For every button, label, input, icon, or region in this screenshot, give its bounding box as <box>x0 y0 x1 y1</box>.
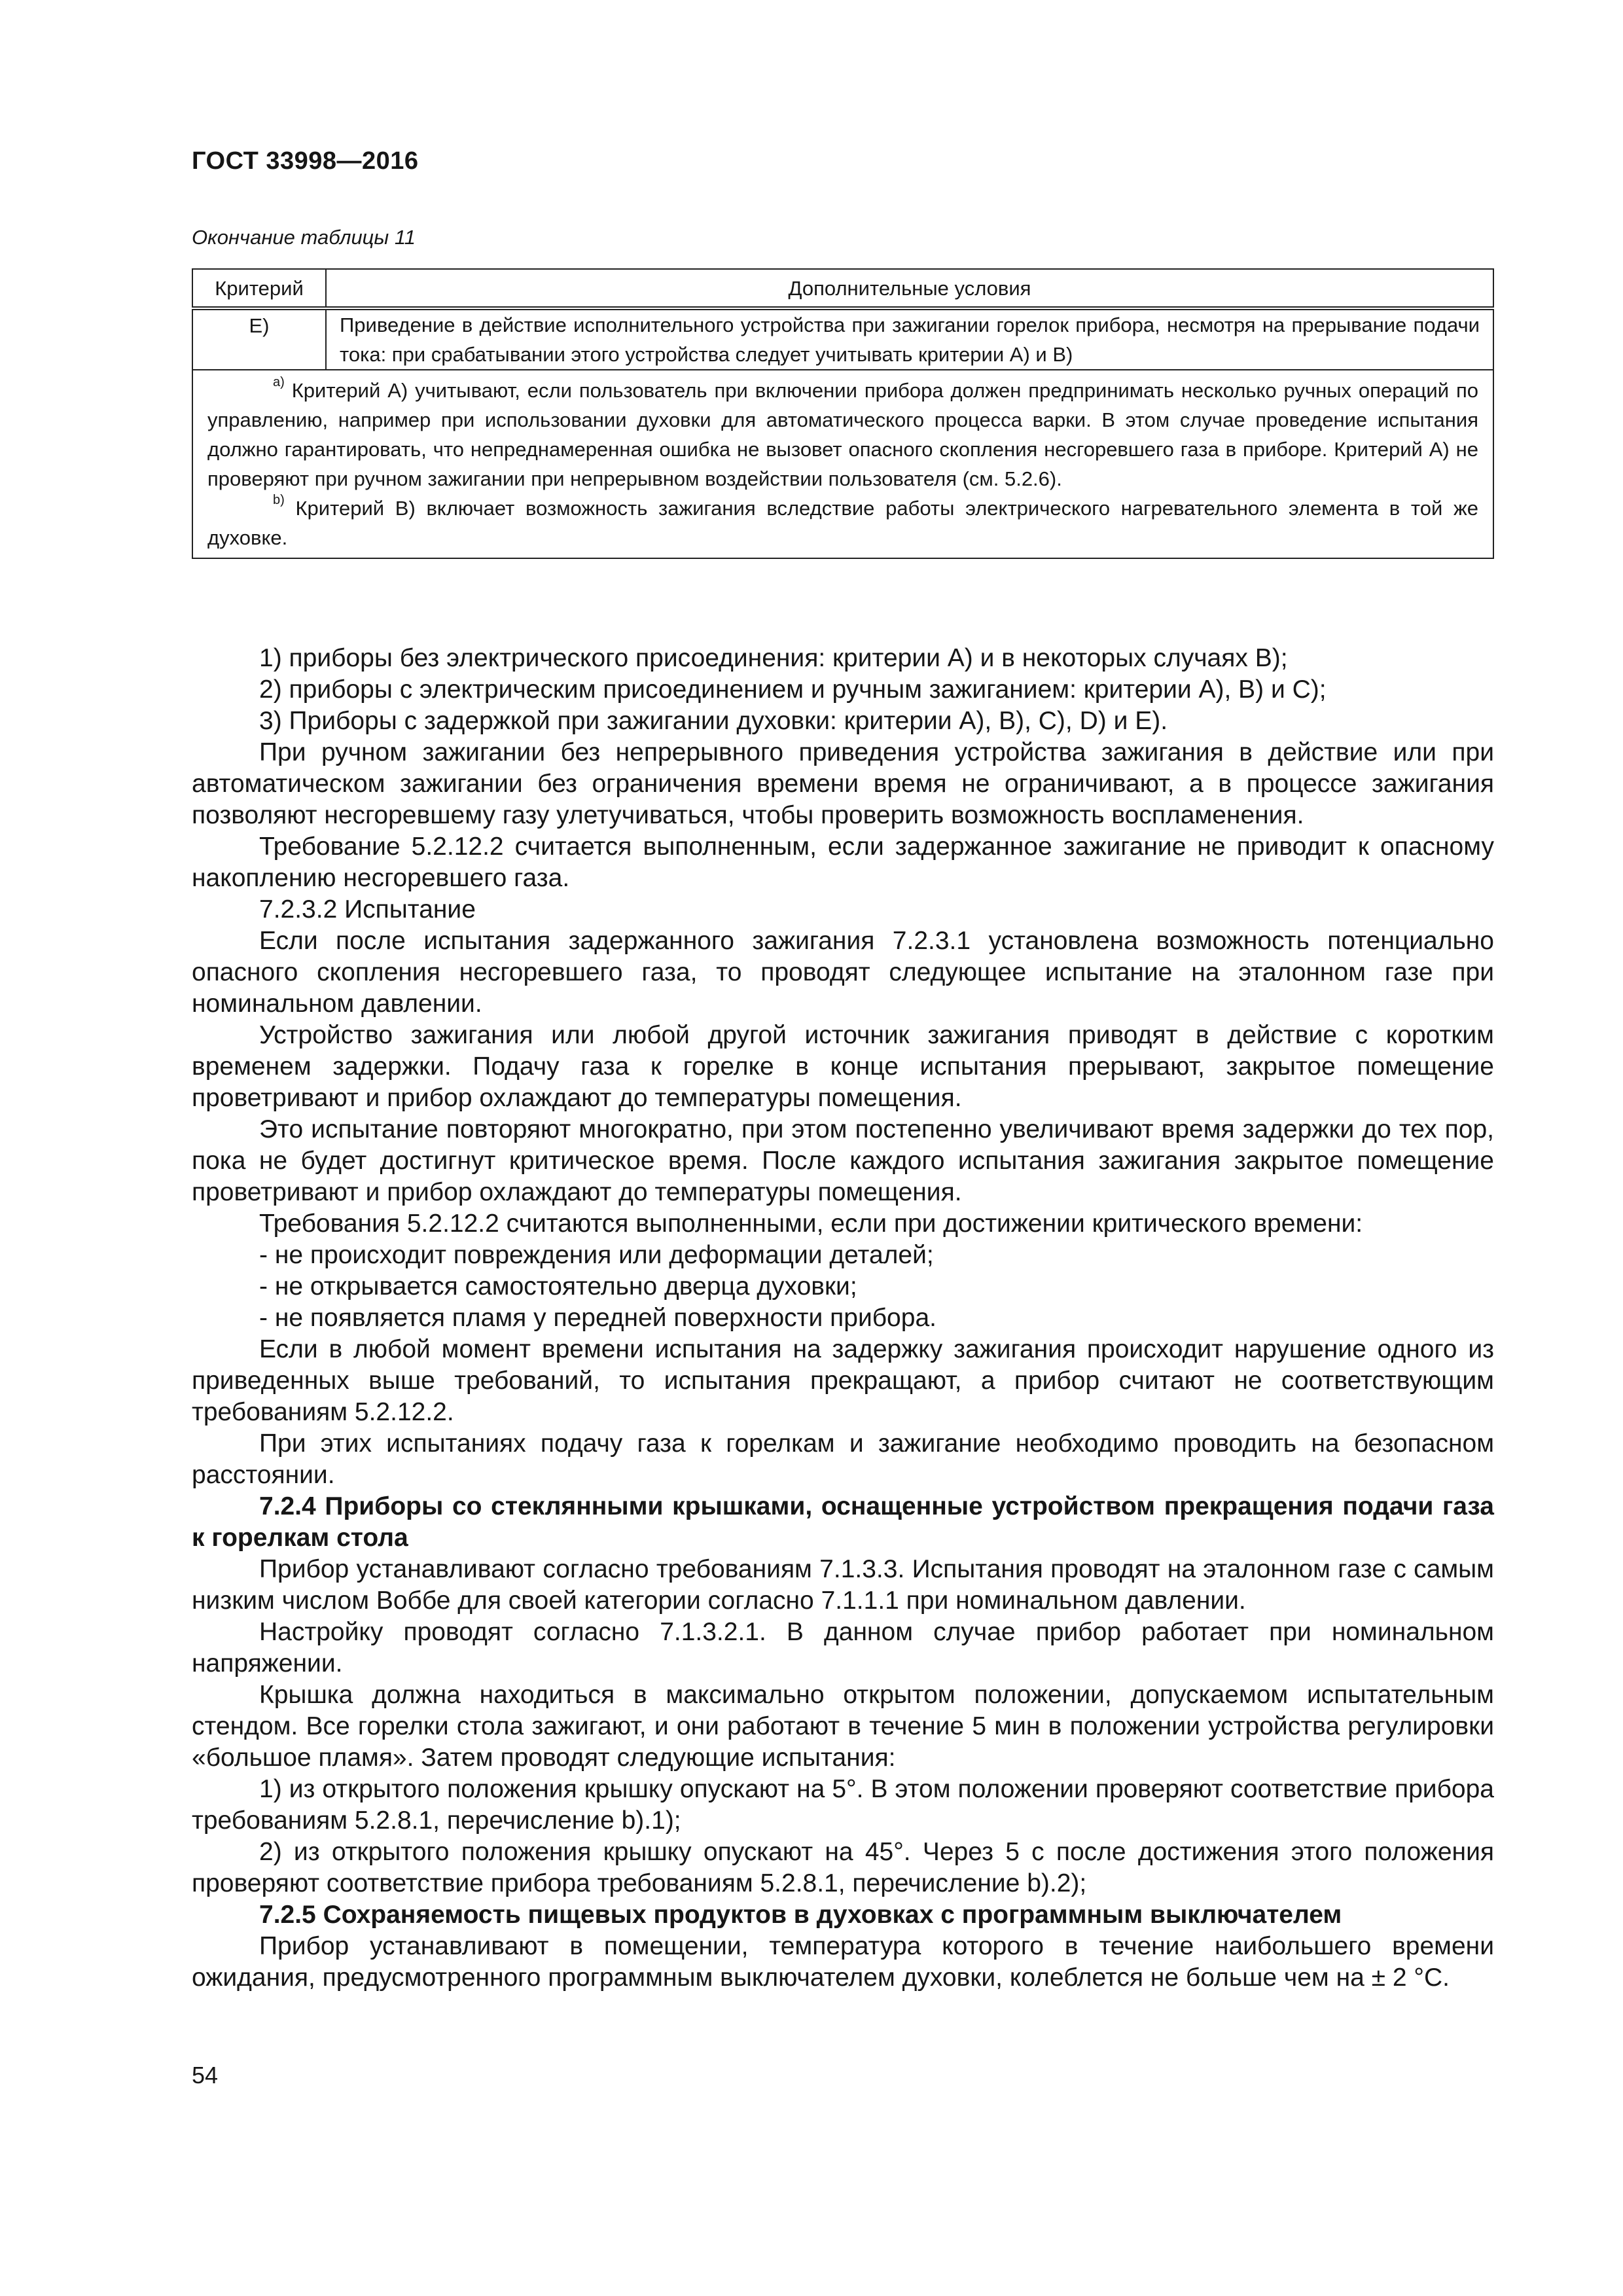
footnotes-row <box>192 370 1493 558</box>
table-caption: Окончание таблицы 11 <box>192 226 416 249</box>
table-row <box>192 308 1493 370</box>
table-footnotes <box>192 370 1493 558</box>
body-text <box>192 643 1494 1994</box>
list-item: - не открывается самостоятельно дверца духовки; <box>259 1272 857 1300</box>
paragraph: Требование 5.2.12.2 считается выполненным, если задержанное зажигание не приводит к опасному накоплению несгоревшего газа. <box>192 833 1494 892</box>
criterion-cell: E) <box>192 308 326 370</box>
paragraph: Требования 5.2.12.2 считаются выполненными, если при достижении критического времени: <box>259 1210 1363 1238</box>
paragraph: Это испытание повторяют многократно, при этом постепенно увеличивают время задержки до тех пор, пока не будет достигнут критическое время. После каждого испытания зажигания закрытое помещение проветривают и прибор охлаждают до температуры помещения. <box>192 1115 1494 1206</box>
footnote-mark: a) <box>273 375 285 389</box>
paragraph: Если после испытания задержанного зажигания 7.2.3.1 установлена возможность потенциально опасного скопления несгоревшего газа, то проводят следующее испытание на эталонном газе при номинальном давлении. <box>192 927 1494 1018</box>
column-header-conditions: Дополнительные условия <box>326 269 1493 308</box>
paragraph: При этих испытаниях подачу газа к горелкам и зажигание необходимо проводить на безопасном расстоянии. <box>192 1429 1494 1489</box>
footnote-text: Критерий В) включает возможность зажигания вследствие работы электрического нагревательного элемента в той же духовке. <box>207 497 1478 549</box>
paragraph: Настройку проводят согласно 7.1.3.2.1. В данном случае прибор работает при номинальном напряжении. <box>192 1618 1494 1677</box>
footnote-a <box>207 376 1478 493</box>
paragraph: Прибор устанавливают согласно требованиям 7.1.3.3. Испытания проводят на эталонном газе с самым низким числом Воббе для своей категории согласно 7.1.1.1 при номинальном давлении. <box>192 1555 1494 1615</box>
page-number: 54 <box>192 2062 219 2089</box>
list-item: 1) из открытого положения крышку опускают на 5°. В этом положении проверяют соответствие прибора требованиям 5.2.8.1, перечисление b).1); <box>192 1775 1494 1835</box>
list-item: - не появляется пламя у передней поверхности прибора. <box>259 1304 936 1332</box>
list-item: - не происходит повреждения или деформации деталей; <box>259 1241 934 1269</box>
criteria-table <box>192 268 1494 559</box>
table-header-row <box>192 269 1493 308</box>
paragraph: Если в любой момент времени испытания на задержку зажигания происходит нарушение одного из приведенных выше требований, то испытания прекращают, а прибор считают не соответствующим требованиям 5.2.12.2. <box>192 1335 1494 1426</box>
section-heading: 7.2.4 Приборы со стеклянными крышками, оснащенные устройством прекращения подачи газа к горелкам стола <box>192 1492 1494 1552</box>
footnote-mark: b) <box>273 493 285 507</box>
column-header-criterion: Критерий <box>192 269 326 308</box>
list-item: 2) приборы с электрическим присоединением и ручным зажиганием: критерии А), В) и С); <box>259 675 1327 704</box>
footnote-text: Критерий А) учитывают, если пользователь при включении прибора должен предпринимать несколько ручных операций по управлению, например при использовании духовки для автоматического процесса варки. В этом случае проведение испытания должно гарантировать, что непреднамеренная ошибка не вызовет опасного скопления несгоревшего газа в приборе. Критерий А) не проверяют при ручном зажигании при непрерывном воздействии пользователя (см. 5.2.6). <box>207 379 1478 490</box>
list-item: 3) Приборы с задержкой при зажигании духовки: критерии А), В), С), D) и Е). <box>259 707 1168 735</box>
document-id-header: ГОСТ 33998—2016 <box>192 147 419 175</box>
paragraph: Крышка должна находиться в максимально открытом положении, допускаемом испытательным стендом. Все горелки стола зажигают, и они работают в течение 5 мин в положении устройства регулировки «большое пламя». Затем проводят следующие испытания: <box>192 1681 1494 1772</box>
list-item: 1) приборы без электрического присоединения: критерии А) и в некоторых случаях В); <box>259 644 1288 672</box>
list-item: 2) из открытого положения крышку опускают на 45°. Через 5 с после достижения этого положения проверяют соответствие прибора требованиям 5.2.8.1, перечисление b).2); <box>192 1838 1494 1897</box>
section-heading: 7.2.5 Сохраняемость пищевых продуктов в духовках с программным выключателем <box>259 1901 1342 1929</box>
paragraph: Устройство зажигания или любой другой источник зажигания приводят в действие с коротким временем задержки. Подачу газа к горелке в конце испытания прерывают, закрытое помещение проветривают и прибор охлаждают до температуры помещения. <box>192 1021 1494 1112</box>
footnote-b <box>207 493 1478 552</box>
paragraph: Прибор устанавливают в помещении, температура которого в течение наибольшего времени ожидания, предусмотренного программным выключателем духовки, колеблется не больше чем на ± 2 °С. <box>192 1932 1494 1992</box>
subsection-title: 7.2.3.2 Испытание <box>259 895 476 924</box>
condition-cell: Приведение в действие исполнительного устройства при зажигании горелок прибора, несмотря на прерывание подачи тока: при срабатывании этого устройства следует учитывать критерии А) и В) <box>326 308 1493 370</box>
paragraph: При ручном зажигании без непрерывного приведения устройства зажигания в действие или при автоматическом зажигании без ограничения времени время не ограничивают, а в процессе зажигания позволяют несгоревшему газу улетучиваться, чтобы проверить возможность воспламенения. <box>192 738 1494 829</box>
